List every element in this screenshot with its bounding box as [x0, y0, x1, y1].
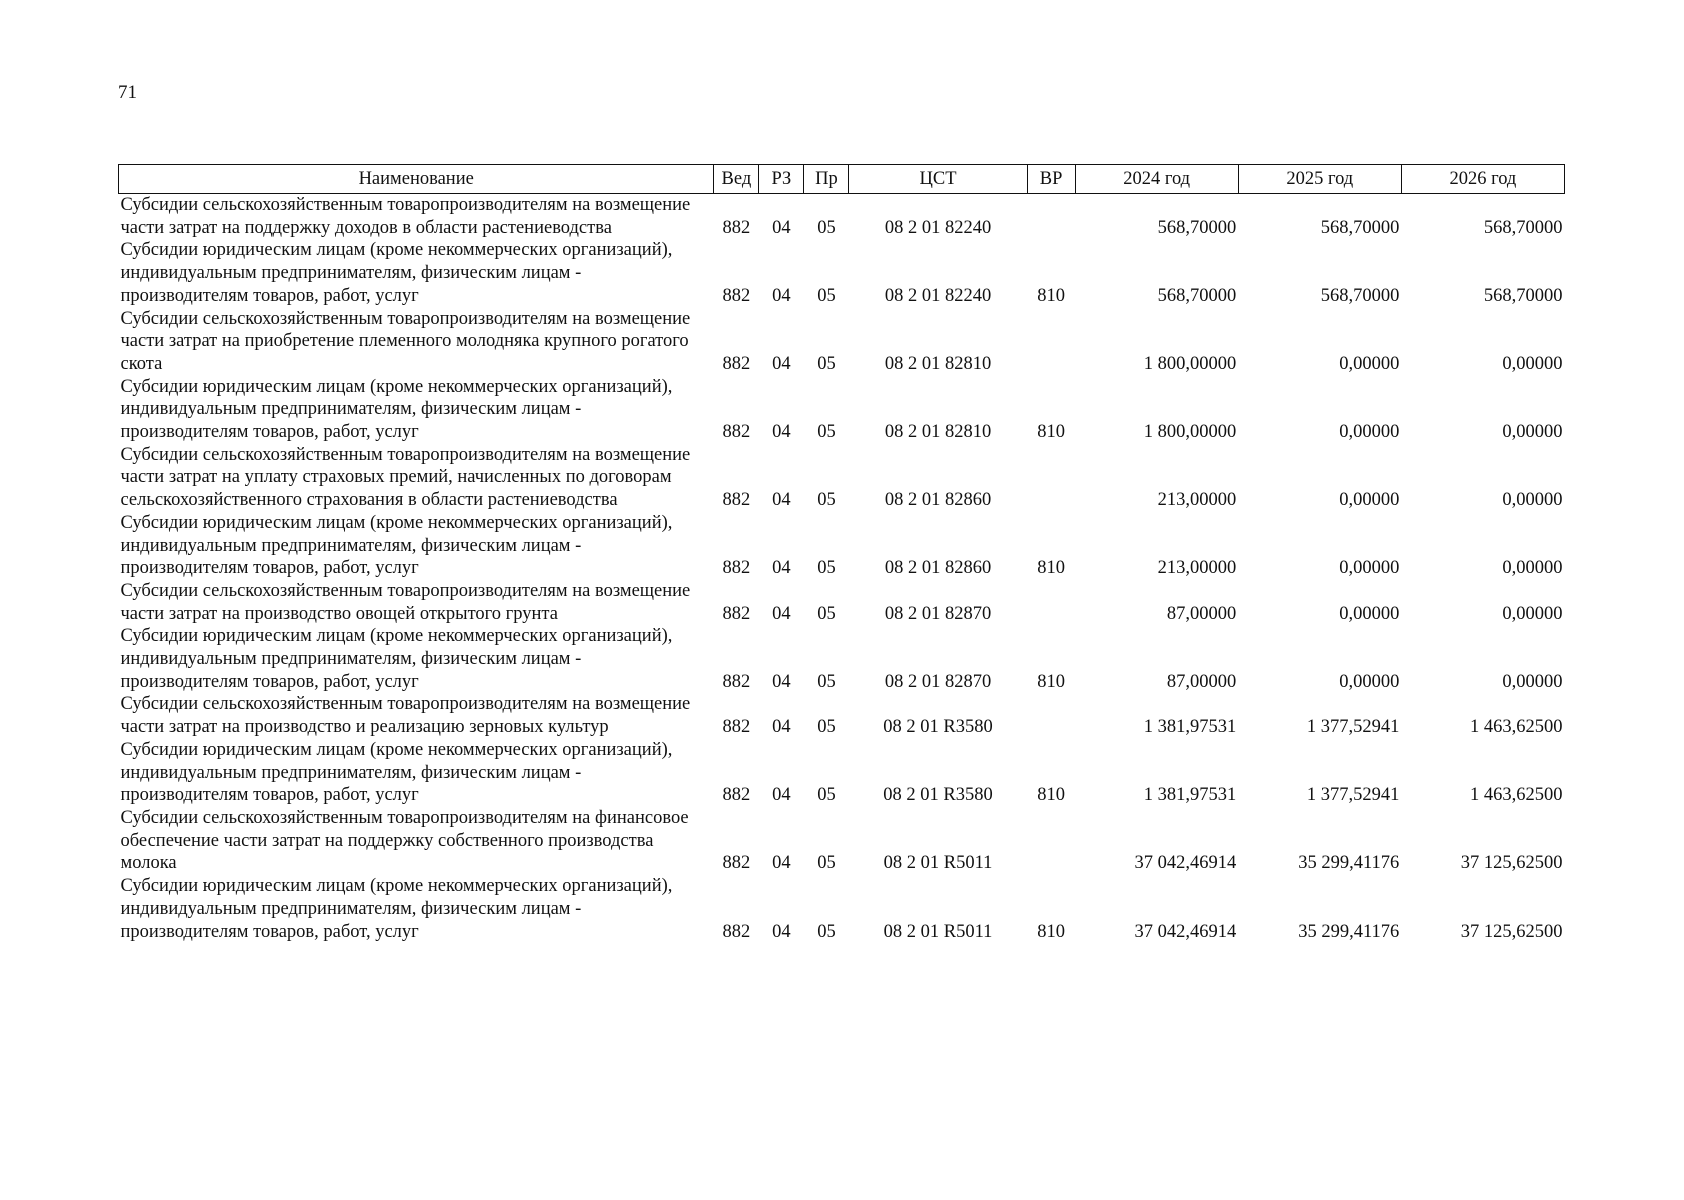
table-row — [119, 875, 1565, 943]
cell-2024: 1 381,97531 — [1143, 717, 1237, 738]
cell-pr: 05 — [817, 603, 836, 624]
cell-cst: 08 2 01 82870 — [884, 671, 992, 692]
cell-pr: 05 — [817, 353, 836, 374]
cell-2025: 568,70000 — [1320, 217, 1400, 238]
header-pr: Пр — [804, 165, 849, 194]
cell-2025: 1 377,52941 — [1306, 785, 1400, 806]
header-name: Наименование — [119, 165, 714, 194]
cell-vr: 810 — [1037, 422, 1065, 443]
cell-vr — [1027, 194, 1075, 240]
cell-pr: 05 — [817, 785, 836, 806]
cell-ved: 882 — [722, 785, 751, 806]
cell-2026: 568,70000 — [1483, 217, 1563, 238]
cell-name: Субсидии юридическим лицам (кроме некоммерческих организаций), индивидуальным предпринимателям, физическим лицам - производителям товаров, работ, услуг — [120, 876, 673, 942]
table-body — [119, 194, 1565, 944]
header-cst: ЦСТ — [849, 165, 1027, 194]
cell-2026: 0,00000 — [1502, 422, 1563, 443]
cell-rz: 04 — [772, 422, 791, 443]
cell-rz: 04 — [772, 671, 791, 692]
header-vr: ВР — [1027, 165, 1075, 194]
cell-cst: 08 2 01 R5011 — [883, 853, 993, 874]
cell-2025: 0,00000 — [1339, 558, 1400, 579]
page-number: 71 — [118, 82, 137, 103]
cell-pr: 05 — [817, 558, 836, 579]
cell-name: Субсидии сельскохозяйственным товаропроизводителям на возмещение части затрат на производство и реализацию зерновых культур — [120, 694, 691, 738]
cell-ved: 882 — [722, 217, 751, 238]
table-row — [119, 194, 1565, 240]
cell-name: Субсидии сельскохозяйственным товаропроизводителям на финансовое обеспечение части затрат на поддержку собственного производства молока — [120, 807, 689, 874]
cell-rz: 04 — [772, 853, 791, 874]
table-row — [119, 512, 1565, 580]
cell-cst: 08 2 01 82810 — [884, 353, 992, 374]
cell-vr: 810 — [1037, 558, 1065, 579]
budget-table — [118, 164, 1565, 943]
cell-vr — [1027, 444, 1075, 512]
cell-2024: 87,00000 — [1166, 603, 1237, 624]
cell-pr: 05 — [817, 422, 836, 443]
cell-rz: 04 — [772, 285, 791, 306]
cell-2025: 35 299,41176 — [1298, 921, 1400, 942]
cell-2026: 37 125,62500 — [1460, 853, 1563, 874]
cell-cst: 08 2 01 R3580 — [883, 717, 993, 738]
cell-rz: 04 — [772, 490, 791, 511]
cell-2026: 0,00000 — [1502, 353, 1563, 374]
cell-rz: 04 — [772, 603, 791, 624]
cell-2024: 37 042,46914 — [1134, 853, 1237, 874]
cell-2026: 1 463,62500 — [1470, 717, 1563, 738]
cell-pr: 05 — [817, 490, 836, 511]
cell-rz: 04 — [772, 217, 791, 238]
table-row — [119, 693, 1565, 738]
cell-cst: 08 2 01 R5011 — [883, 921, 993, 942]
cell-name: Субсидии юридическим лицам (кроме некоммерческих организаций), индивидуальным предпринимателям, физическим лицам - производителям товаров, работ, услуг — [120, 626, 673, 692]
cell-2024: 87,00000 — [1166, 671, 1237, 692]
header-row — [119, 165, 1565, 194]
header-rz: РЗ — [759, 165, 804, 194]
cell-name: Субсидии сельскохозяйственным товаропроизводителям на возмещение части затрат на производство овощей открытого грунта — [120, 580, 691, 624]
cell-name: Субсидии сельскохозяйственным товаропроизводителям на возмещение части затрат на поддержку доходов в области растениеводства — [120, 195, 691, 238]
cell-2026: 568,70000 — [1483, 285, 1563, 306]
cell-vr: 810 — [1037, 285, 1065, 306]
cell-rz: 04 — [772, 558, 791, 579]
cell-vr: 810 — [1037, 785, 1065, 806]
cell-vr: 810 — [1037, 671, 1065, 692]
cell-vr: 810 — [1037, 921, 1065, 942]
cell-cst: 08 2 01 82870 — [884, 603, 992, 624]
cell-2024: 37 042,46914 — [1134, 921, 1237, 942]
cell-2026: 1 463,62500 — [1470, 785, 1563, 806]
cell-pr: 05 — [817, 217, 836, 238]
table-row — [119, 308, 1565, 376]
cell-ved: 882 — [722, 558, 751, 579]
cell-cst: 08 2 01 82810 — [884, 422, 992, 443]
cell-name: Субсидии юридическим лицам (кроме некоммерческих организаций), индивидуальным предпринимателям, физическим лицам - производителям товаров, работ, услуг — [120, 512, 673, 579]
cell-cst: 08 2 01 82240 — [884, 217, 992, 238]
header-2024: 2024 год — [1075, 165, 1238, 194]
cell-pr: 05 — [817, 285, 836, 306]
cell-2024: 568,70000 — [1157, 285, 1237, 306]
cell-pr: 05 — [817, 853, 836, 874]
cell-pr: 05 — [817, 921, 836, 942]
cell-name: Субсидии юридическим лицам (кроме некоммерческих организаций), индивидуальным предпринимателям, физическим лицам - производителям товаров, работ, услуг — [120, 240, 673, 306]
cell-vr — [1027, 308, 1075, 376]
cell-rz: 04 — [772, 921, 791, 942]
cell-name: Субсидии юридическим лицам (кроме некоммерческих организаций), индивидуальным предпринимателям, физическим лицам - производителям товаров, работ, услуг — [120, 739, 673, 806]
cell-2026: 0,00000 — [1502, 671, 1563, 692]
cell-ved: 882 — [722, 490, 751, 511]
cell-rz: 04 — [772, 785, 791, 806]
cell-2024: 1 800,00000 — [1143, 422, 1237, 443]
cell-ved: 882 — [722, 853, 751, 874]
cell-ved: 882 — [722, 603, 751, 624]
table-row — [119, 739, 1565, 807]
cell-vr — [1027, 693, 1075, 738]
cell-name: Субсидии сельскохозяйственным товаропроизводителям на возмещение части затрат на приобретение племенного молодняка крупного рогатого скота — [120, 308, 691, 374]
header-2025: 2025 год — [1238, 165, 1401, 194]
cell-cst: 08 2 01 82860 — [884, 558, 992, 579]
cell-2025: 0,00000 — [1339, 490, 1400, 511]
table-row — [119, 580, 1565, 625]
cell-2024: 1 381,97531 — [1143, 785, 1237, 806]
cell-ved: 882 — [722, 353, 751, 374]
header-2026: 2026 год — [1401, 165, 1564, 194]
cell-2025: 0,00000 — [1339, 671, 1400, 692]
cell-2024: 213,00000 — [1157, 558, 1237, 579]
cell-2025: 0,00000 — [1339, 353, 1400, 374]
cell-2024: 568,70000 — [1157, 217, 1237, 238]
table-row — [119, 807, 1565, 875]
cell-rz: 04 — [772, 717, 791, 738]
table-header — [119, 165, 1565, 194]
cell-2025: 0,00000 — [1339, 422, 1400, 443]
cell-pr: 05 — [817, 717, 836, 738]
cell-ved: 882 — [722, 422, 751, 443]
table-row — [119, 444, 1565, 512]
cell-pr: 05 — [817, 671, 836, 692]
cell-2025: 35 299,41176 — [1298, 853, 1400, 874]
cell-2025: 0,00000 — [1339, 603, 1400, 624]
cell-ved: 882 — [722, 921, 751, 942]
cell-vr — [1027, 580, 1075, 625]
header-ved: Вед — [714, 165, 759, 194]
cell-ved: 882 — [722, 671, 751, 692]
cell-2024: 213,00000 — [1157, 490, 1237, 511]
table-row — [119, 239, 1565, 307]
table-row — [119, 376, 1565, 444]
cell-cst: 08 2 01 R3580 — [883, 785, 993, 806]
cell-cst: 08 2 01 82860 — [884, 490, 992, 511]
cell-vr — [1027, 807, 1075, 875]
cell-2026: 0,00000 — [1502, 603, 1563, 624]
cell-ved: 882 — [722, 717, 751, 738]
cell-rz: 04 — [772, 353, 791, 374]
cell-2025: 1 377,52941 — [1306, 717, 1400, 738]
cell-2025: 568,70000 — [1320, 285, 1400, 306]
cell-2026: 0,00000 — [1502, 490, 1563, 511]
cell-2024: 1 800,00000 — [1143, 353, 1237, 374]
cell-2026: 37 125,62500 — [1460, 921, 1563, 942]
cell-name: Субсидии сельскохозяйственным товаропроизводителям на возмещение части затрат на уплату страховых премий, начисленных по договорам сельскохозяйственного страхования в области растениеводства — [120, 444, 691, 511]
cell-ved: 882 — [722, 285, 751, 306]
cell-name: Субсидии юридическим лицам (кроме некоммерческих организаций), индивидуальным предпринимателям, физическим лицам - производителям товаров, работ, услуг — [120, 376, 673, 443]
cell-2026: 0,00000 — [1502, 558, 1563, 579]
table-row — [119, 625, 1565, 693]
cell-cst: 08 2 01 82240 — [884, 285, 992, 306]
